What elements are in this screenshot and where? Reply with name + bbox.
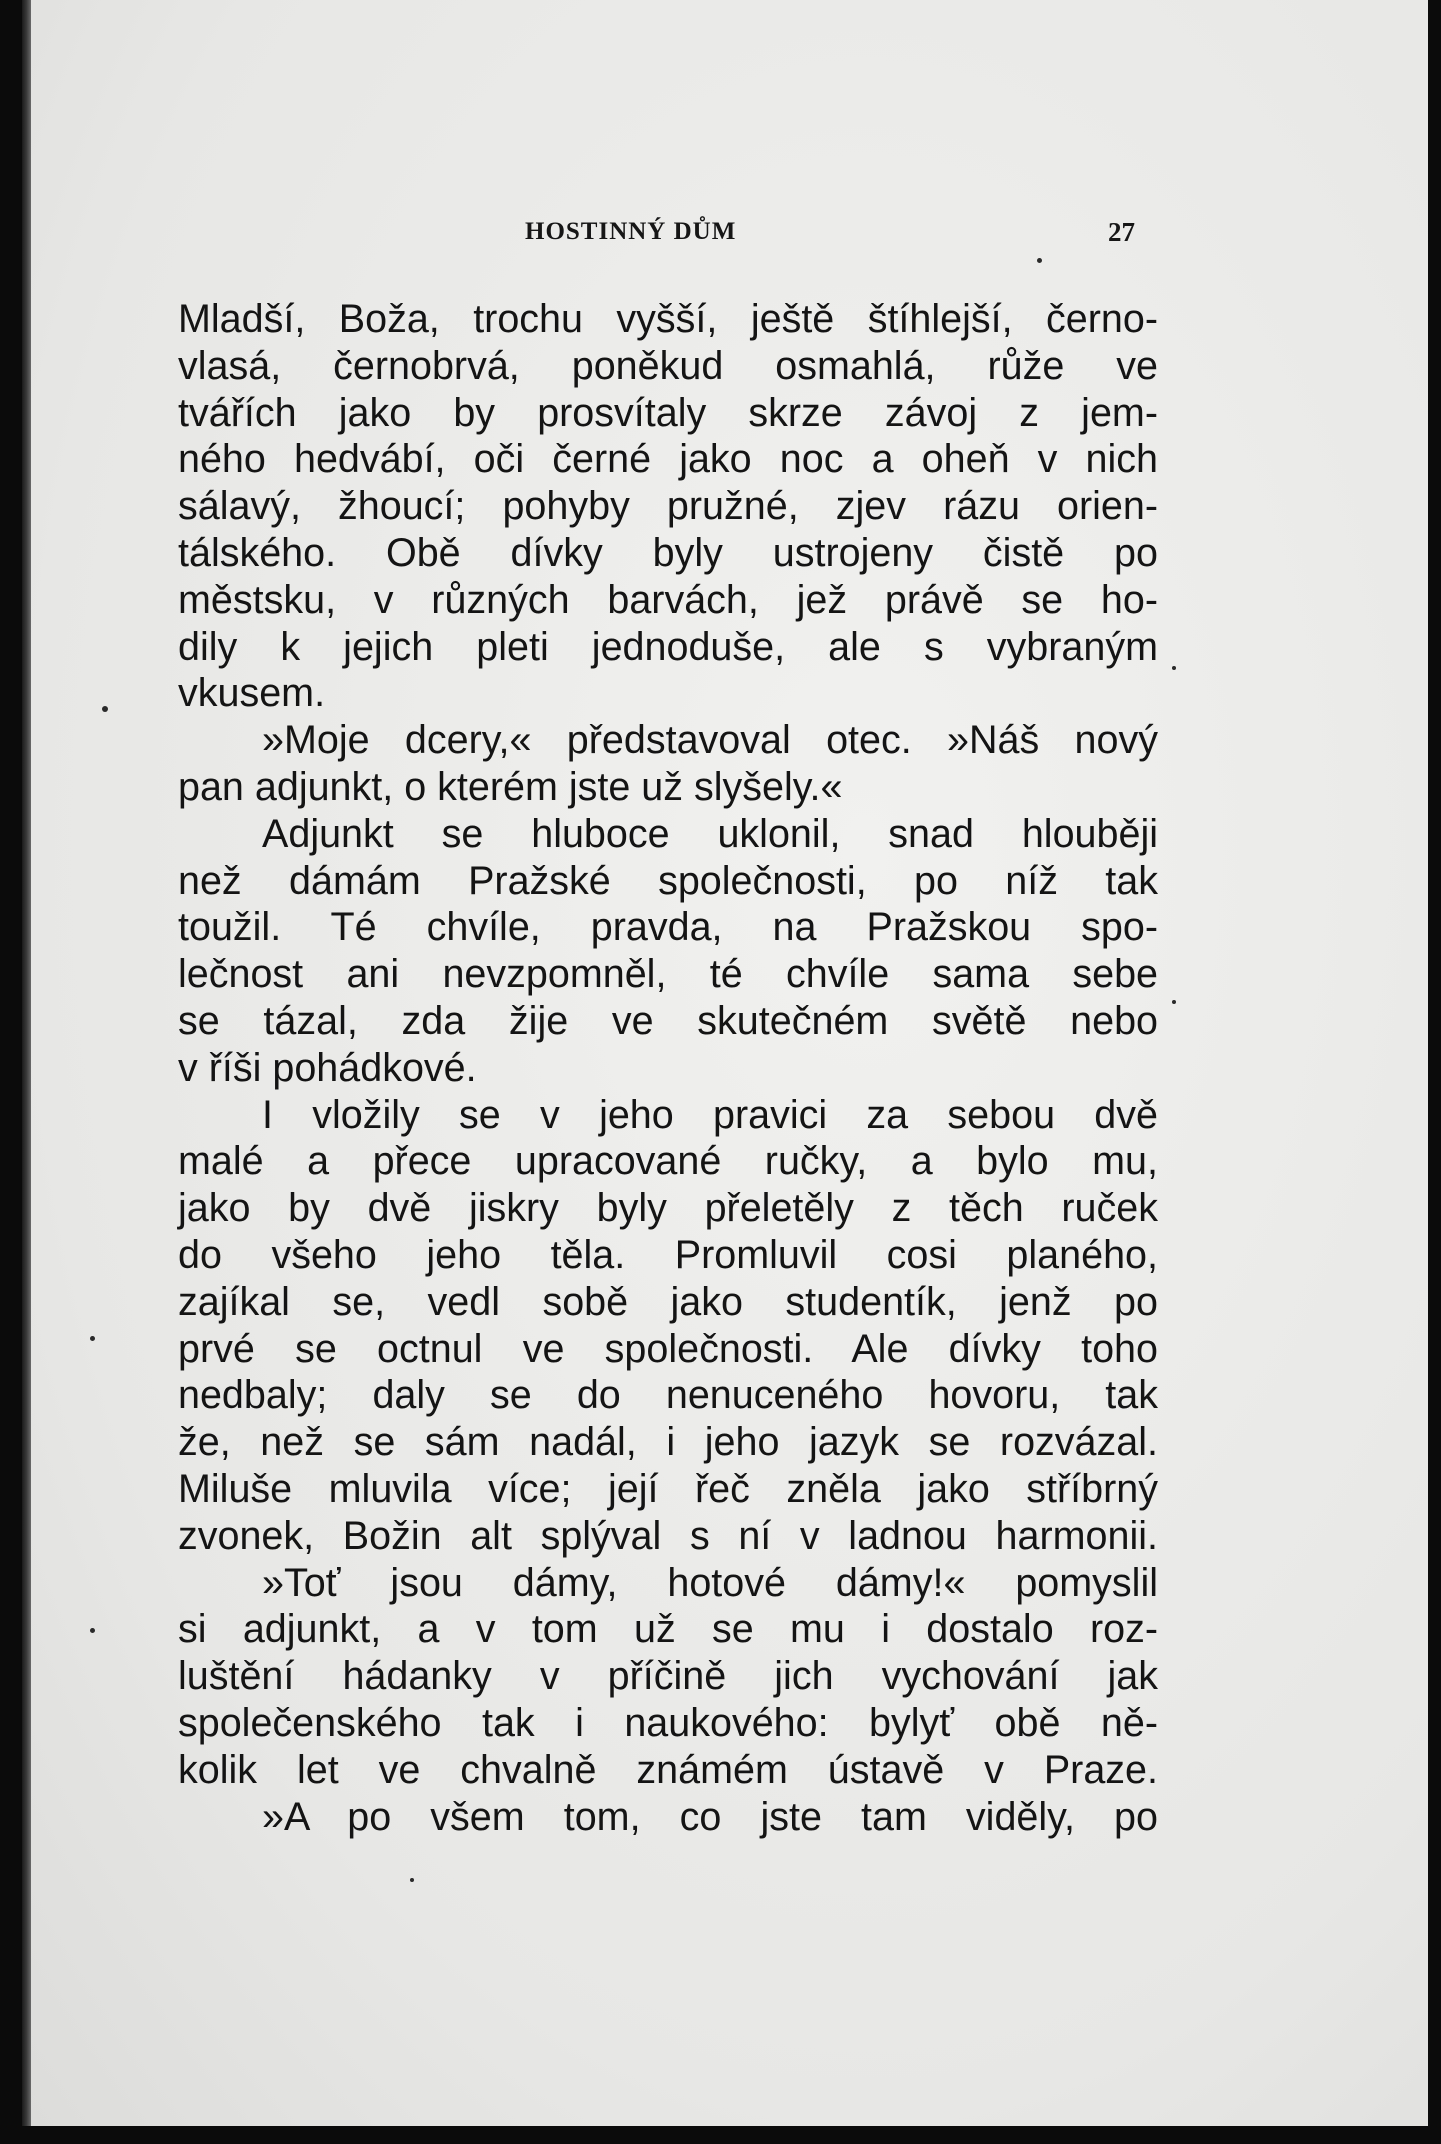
text-line: vkusem. <box>178 671 326 716</box>
text-line: zvonek, Božin alt splýval s ní v ladnou harmonii. <box>178 1513 1158 1558</box>
text-line: prvé se octnul ve společnosti. Ale dívky toho <box>178 1326 1158 1371</box>
text-line: pan adjunkt, o kterém jste už slyšely.« <box>178 764 843 809</box>
text-line: dily k jejich pleti jednoduše, ale s vybraným <box>178 624 1158 669</box>
body-text <box>178 296 1158 1840</box>
text-line: že, než se sám nadál, i jeho jazyk se rozvázal. <box>178 1420 1158 1465</box>
text-line: »A po všem tom, co jste tam viděly, po <box>262 1794 1158 1839</box>
text-line: »Toť jsou dámy, hotové dámy!« pomyslil <box>262 1560 1158 1605</box>
text-line: luštění hádanky v příčině jich vychování jak <box>178 1654 1158 1699</box>
text-line: tvářích jako by prosvítaly skrze závoj z jem- <box>178 390 1158 435</box>
paper-speck <box>1172 1000 1176 1004</box>
book-page <box>22 0 1428 2126</box>
text-line: zajíkal se, vedl sobě jako studentík, jenž po <box>178 1279 1158 1324</box>
page-binding-edge <box>22 0 31 2126</box>
paper-speck <box>90 1336 95 1341</box>
text-line: nedbaly; daly se do nenuceného hovoru, tak <box>178 1373 1158 1418</box>
text-line: »Moje dcery,« představoval otec. »Náš nový <box>262 718 1158 763</box>
text-line: Miluše mluvila více; její řeč zněla jako stříbrný <box>178 1466 1158 1511</box>
text-line: ného hedvábí, oči černé jako noc a oheň v nich <box>178 437 1158 482</box>
text-line: toužil. Té chvíle, pravda, na Pražskou spo- <box>178 905 1158 950</box>
paper-speck <box>102 706 108 712</box>
text-line: do všeho jeho těla. Promluvil cosi planého, <box>178 1232 1158 1277</box>
text-line: v říši pohádkové. <box>178 1045 477 1090</box>
text-line: lečnost ani nevzpomněl, té chvíle sama sebe <box>178 952 1158 997</box>
text-line: sálavý, žhoucí; pohyby pružné, zjev rázu orien- <box>178 484 1158 529</box>
text-line: vlasá, černobrvá, poněkud osmahlá, růže ve <box>178 343 1158 388</box>
text-line: městsku, v různých barvách, jež právě se ho- <box>178 577 1158 622</box>
text-line: jako by dvě jiskry byly přeletěly z těch ruček <box>178 1186 1158 1231</box>
paper-speck <box>410 1878 414 1882</box>
text-line: si adjunkt, a v tom už se mu i dostalo roz- <box>178 1607 1158 1652</box>
page-number: 27 <box>1108 217 1135 247</box>
text-line: I vložily se v jeho pravici za sebou dvě <box>262 1092 1158 1137</box>
text-line: kolik let ve chvalně známém ústavě v Praze. <box>178 1747 1158 1792</box>
paper-speck <box>1172 666 1176 670</box>
running-head: HOSTINNÝ DŮM <box>525 218 737 245</box>
paper-speck <box>90 1628 95 1633</box>
text-line: se tázal, zda žije ve skutečném světě nebo <box>178 998 1158 1043</box>
text-line: Mladší, Boža, trochu vyšší, ještě štíhlejší, černo- <box>178 297 1158 341</box>
text-line: malé a přece upracované ručky, a bylo mu, <box>178 1139 1158 1184</box>
text-line: než dámám Pražské společnosti, po níž tak <box>178 858 1158 903</box>
text-line: tálského. Obě dívky byly ustrojeny čistě po <box>178 530 1158 575</box>
paper-speck <box>1037 258 1042 263</box>
text-line: společenského tak i naukového: bylyť obě ně- <box>178 1700 1158 1745</box>
text-line: Adjunkt se hluboce uklonil, snad hlouběji <box>262 811 1158 856</box>
